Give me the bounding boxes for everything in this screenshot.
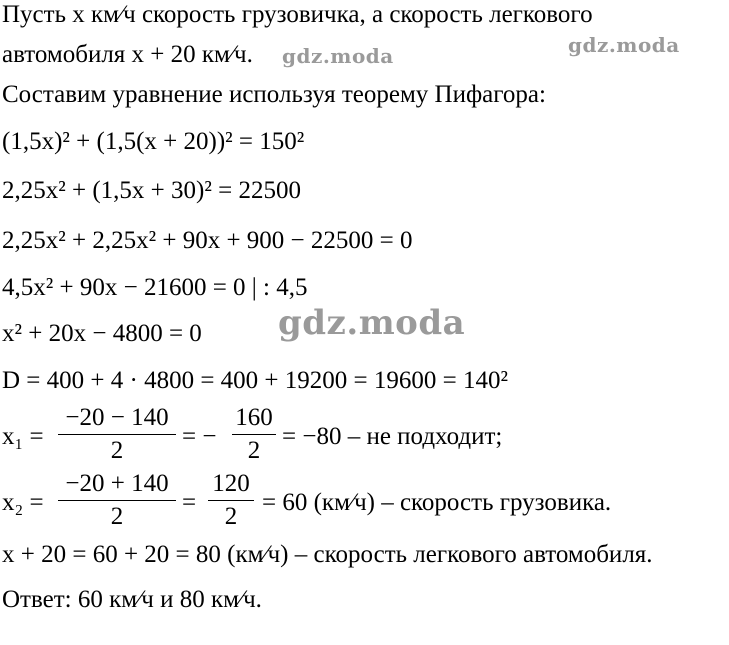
root-x1-label: x₁ = [2, 423, 44, 450]
fraction-denominator: 2 [110, 503, 124, 530]
fraction-denominator: 2 [247, 437, 261, 464]
fraction-numerator: −20 + 140 [65, 470, 169, 497]
watermark: gdz.moda [568, 33, 680, 57]
equation-expanded-2: 2,25x² + 2,25x² + 90x + 900 − 22500 = 0 [2, 227, 413, 254]
fraction-numerator: −20 − 140 [65, 404, 169, 431]
equation-simplified: 4,5x² + 90x − 21600 = 0 | : 4,5 [2, 274, 308, 301]
root-x1-result: = −80 – не подходит; [282, 423, 503, 450]
equation-pythagoras: (1,5x)² + (1,5(x + 20))² = 150² [2, 128, 305, 155]
root-x2-fraction-2 [208, 470, 254, 531]
car-speed-line: x + 20 = 60 + 20 = 80 (км⁄ч) – скорость легкового автомобиля. [2, 541, 653, 568]
watermark: gdz.moda [282, 44, 394, 68]
discriminant: D = 400 + 4 · 4800 = 400 + 19200 = 19600 = 140² [2, 367, 508, 394]
fraction-bar [208, 500, 254, 501]
root-x2-fraction [58, 470, 176, 531]
answer-line: Ответ: 60 км⁄ч и 80 км⁄ч. [2, 586, 262, 613]
root-x2-label: x₂ = [2, 489, 44, 516]
root-x1-fraction-2 [232, 404, 276, 465]
root-x2-result: = 60 (км⁄ч) – скорость грузовика. [262, 489, 612, 516]
watermark: gdz.moda [278, 303, 466, 343]
text-line-3: Составим уравнение используя теорему Пифагора: [2, 81, 546, 108]
fraction-denominator: 2 [224, 503, 238, 530]
fraction-numerator: 120 [212, 470, 250, 497]
root-x1-middle: = − [182, 423, 217, 450]
fraction-denominator: 2 [110, 437, 124, 464]
text-line-2: автомобиля x + 20 км⁄ч. [2, 41, 253, 68]
equation-expanded-1: 2,25x² + (1,5x + 30)² = 22500 [2, 177, 301, 204]
root-x2-middle: = [182, 489, 197, 516]
equation-reduced: x² + 20x − 4800 = 0 [2, 320, 202, 347]
fraction-bar [58, 500, 176, 501]
fraction-bar [232, 434, 276, 435]
fraction-numerator: 160 [235, 404, 273, 431]
text-line-1: Пусть x км⁄ч скорость грузовичка, а скорость легкового [2, 1, 593, 28]
fraction-bar [58, 434, 176, 435]
root-x1-fraction [58, 404, 176, 465]
